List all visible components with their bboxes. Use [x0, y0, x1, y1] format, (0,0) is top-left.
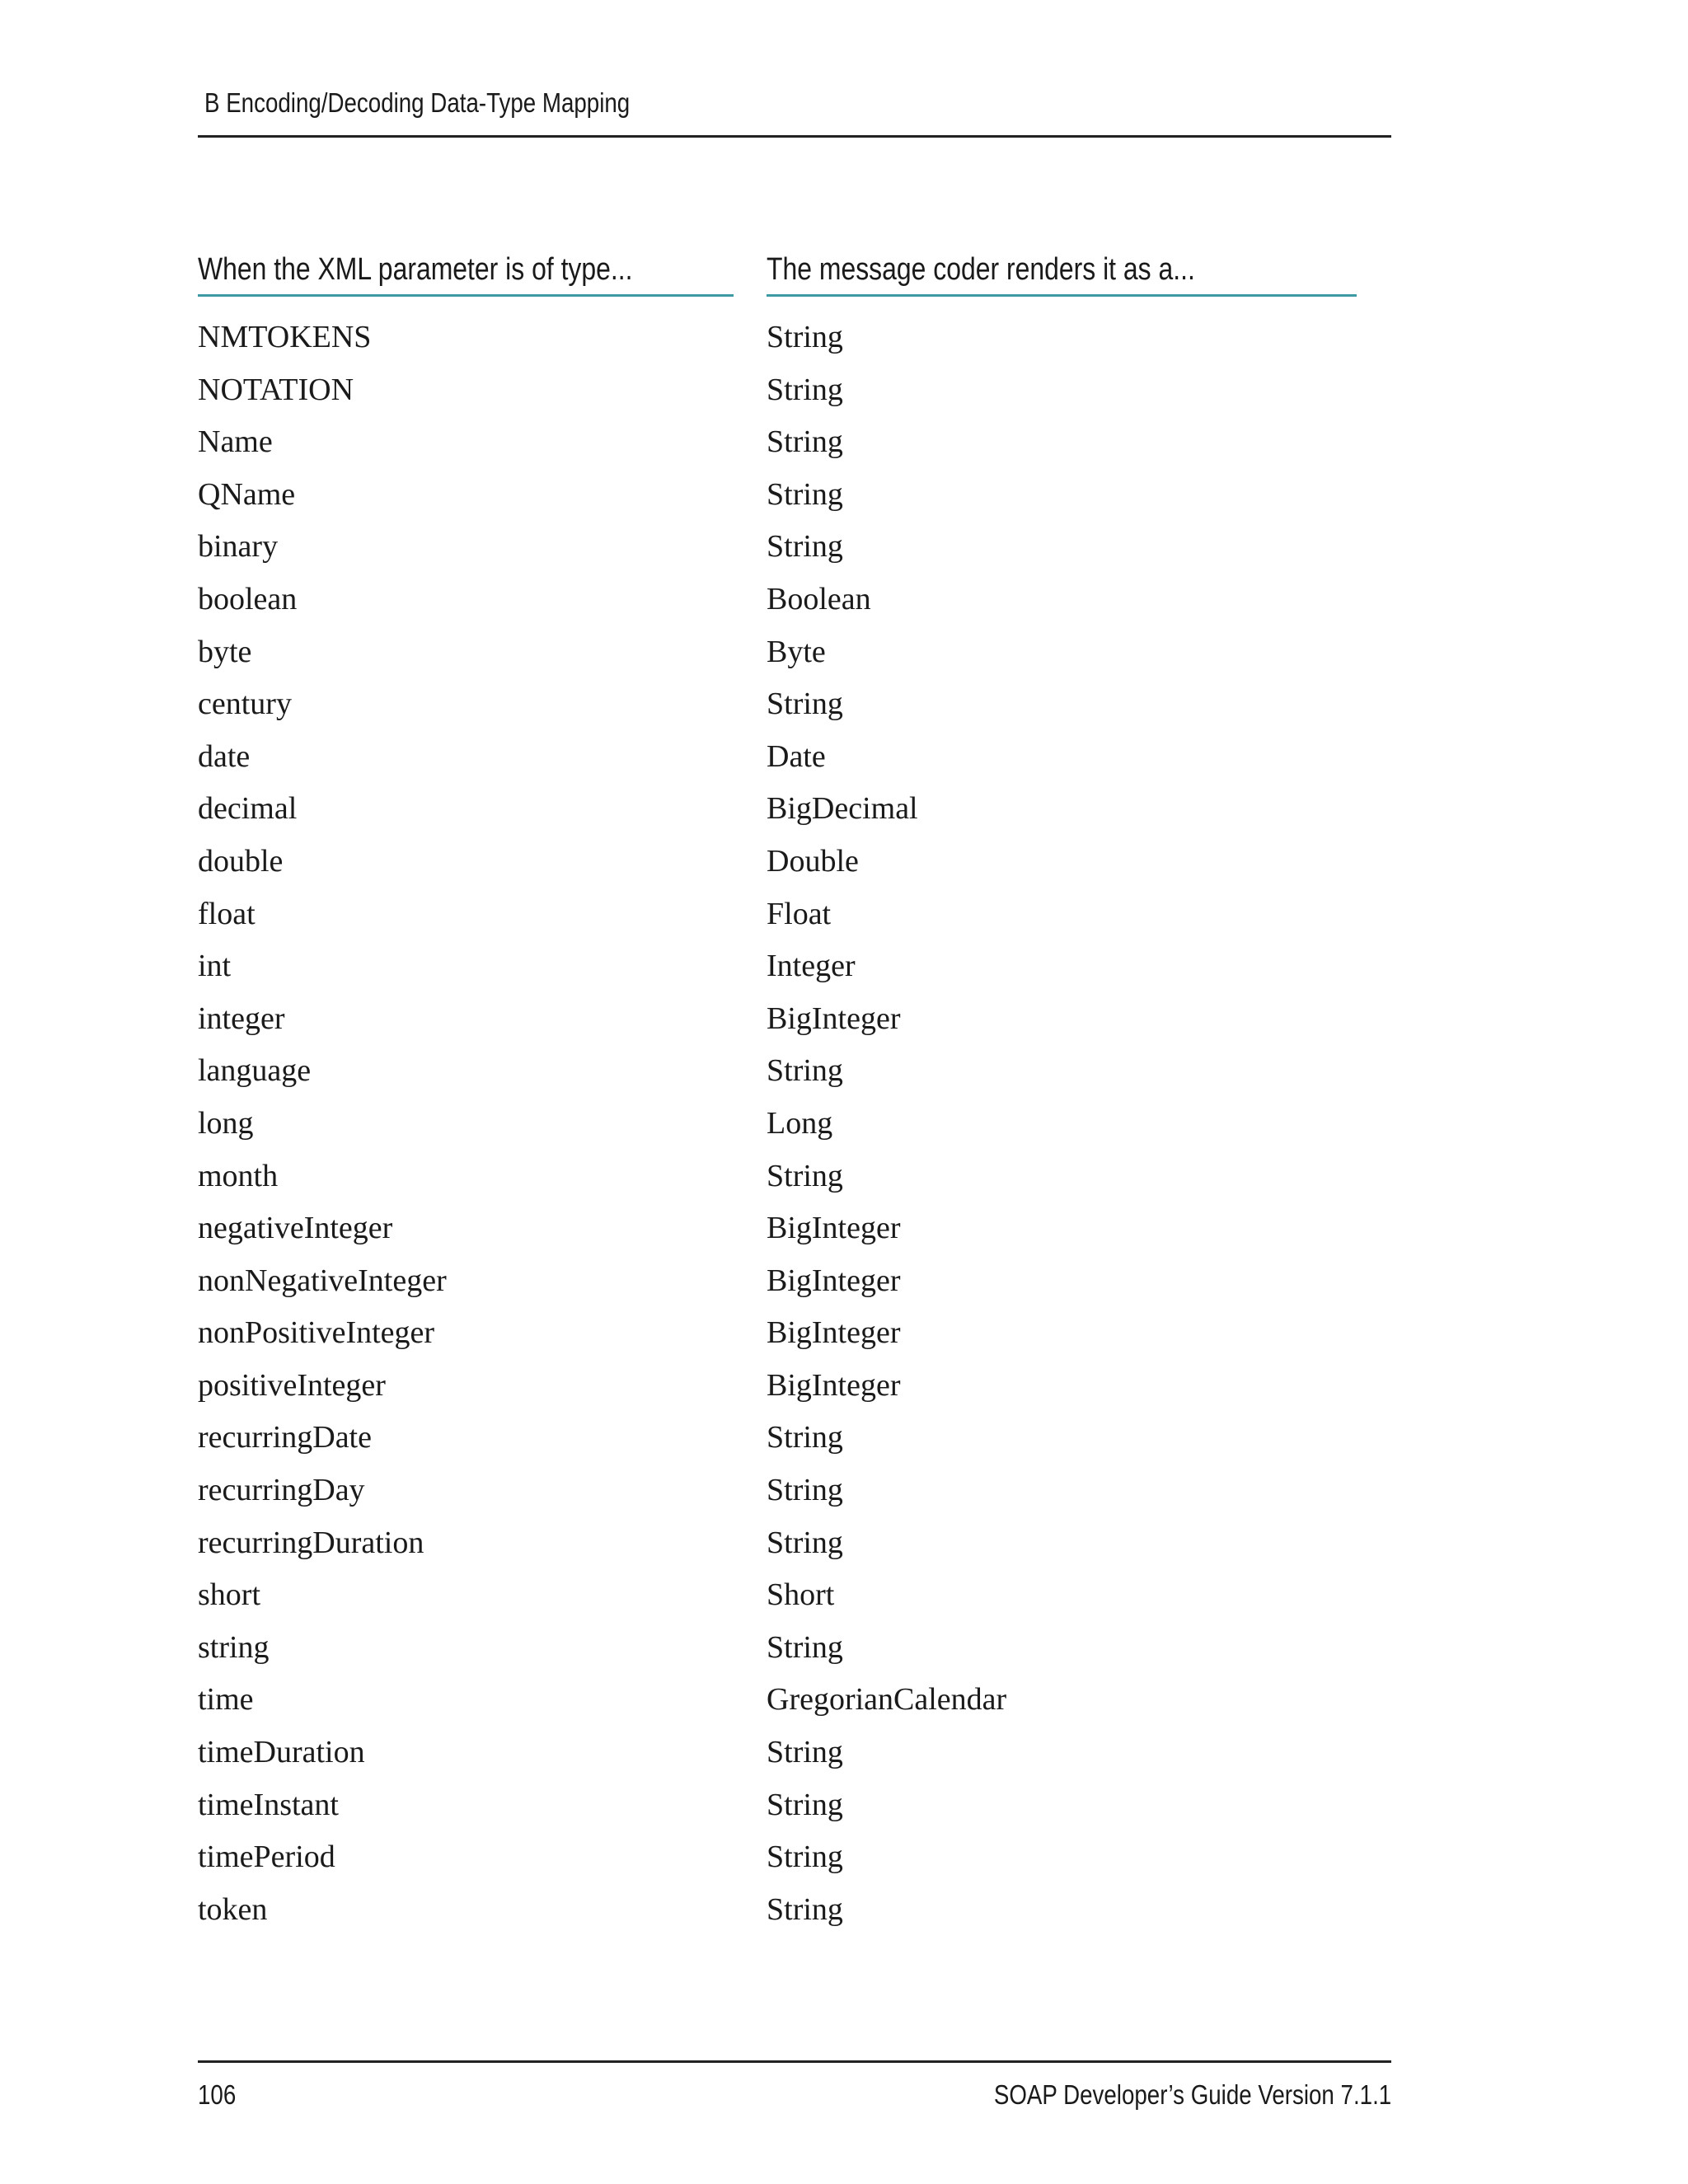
xml-type-cell: string [198, 1629, 270, 1665]
column-header-rendered-type: The message coder renders it as a... [767, 247, 1357, 297]
xml-type-cell: timePeriod [198, 1840, 335, 1875]
rendered-type-cell: Integer [767, 949, 856, 984]
rendered-type-cell: Byte [767, 634, 826, 669]
xml-type-cell: decimal [198, 791, 298, 827]
table-row [198, 1468, 1360, 1521]
xml-type-cell: QName [198, 476, 296, 512]
rendered-type-cell: Boolean [767, 581, 871, 616]
page-footer [198, 2060, 1391, 2110]
rendered-type-cell: Float [767, 896, 832, 931]
table-row [198, 1206, 1360, 1258]
table-row [198, 1887, 1360, 1940]
table-row [198, 996, 1360, 1049]
xml-type-cell: nonPositiveInteger [198, 1315, 435, 1351]
rendered-type-cell: String [767, 687, 843, 722]
rendered-type-cell: String [767, 1473, 843, 1508]
xml-type-cell: integer [198, 1001, 285, 1036]
table-header-row [198, 247, 1360, 297]
rendered-type-cell: String [767, 1629, 843, 1665]
xml-type-cell: NOTATION [198, 372, 354, 407]
xml-type-cell: timeDuration [198, 1735, 365, 1770]
page-number: 106 [198, 2079, 237, 2110]
xml-type-cell: byte [198, 634, 252, 669]
rendered-type-cell: BigInteger [767, 1367, 901, 1403]
table-row [198, 419, 1360, 472]
xml-type-cell: Name [198, 424, 273, 460]
table-row [198, 839, 1360, 892]
table-row [198, 1835, 1360, 1887]
table-row [198, 1048, 1360, 1101]
table-row [198, 1154, 1360, 1207]
table-row [198, 1730, 1360, 1783]
xml-type-cell: NMTOKENS [198, 320, 372, 354]
data-type-mapping-table [198, 247, 1360, 1939]
xml-type-cell: century [198, 687, 292, 722]
table-row [198, 892, 1360, 944]
table-row [198, 1310, 1360, 1363]
table-row [198, 1521, 1360, 1573]
xml-type-cell: recurringDuration [198, 1525, 424, 1560]
table-row [198, 1625, 1360, 1678]
table-row [198, 368, 1360, 420]
rendered-type-cell: String [767, 320, 843, 354]
rendered-type-cell: String [767, 1053, 843, 1089]
table-row [198, 1363, 1360, 1416]
rendered-type-cell: GregorianCalendar [767, 1682, 1007, 1718]
table-row [198, 1415, 1360, 1468]
table-row [198, 1677, 1360, 1730]
xml-type-cell: timeInstant [198, 1787, 339, 1822]
rendered-type-cell: String [767, 1840, 843, 1875]
rendered-type-cell: String [767, 1787, 843, 1822]
rendered-type-cell: BigInteger [767, 1315, 901, 1351]
rendered-type-cell: String [767, 1891, 843, 1927]
table-row [198, 1572, 1360, 1625]
rendered-type-cell: Long [767, 1105, 833, 1141]
rendered-type-cell: String [767, 1420, 843, 1455]
table-row [198, 1258, 1360, 1311]
rendered-type-cell: Date [767, 738, 826, 774]
rendered-type-cell: BigDecimal [767, 791, 918, 827]
rendered-type-cell: BigInteger [767, 1263, 901, 1298]
rendered-type-cell: String [767, 1158, 843, 1193]
rendered-type-cell: String [767, 1525, 843, 1560]
xml-type-cell: int [198, 949, 232, 984]
table-row [198, 1101, 1360, 1154]
running-header [198, 82, 1391, 138]
rendered-type-cell: String [767, 476, 843, 512]
table-row [198, 524, 1360, 577]
document-title: SOAP Developer’s Guide Version 7.1.1 [993, 2079, 1391, 2110]
table-row [198, 315, 1360, 368]
xml-type-cell: date [198, 738, 251, 774]
chapter-title: B Encoding/Decoding Data-Type Mapping [204, 87, 631, 118]
xml-type-cell: nonNegativeInteger [198, 1263, 447, 1298]
table-row [198, 630, 1360, 682]
xml-type-cell: language [198, 1053, 312, 1089]
rendered-type-cell: String [767, 1735, 843, 1770]
xml-type-cell: short [198, 1577, 260, 1613]
xml-type-cell: month [198, 1158, 279, 1193]
xml-type-cell: long [198, 1105, 254, 1141]
rendered-type-cell: Short [767, 1577, 835, 1613]
rendered-type-cell: String [767, 529, 843, 565]
table-row [198, 786, 1360, 839]
xml-type-cell: token [198, 1891, 268, 1927]
rendered-type-cell: String [767, 372, 843, 407]
table-row [198, 577, 1360, 630]
table-row [198, 682, 1360, 734]
column-header-xml-type: When the XML parameter is of type... [198, 247, 734, 297]
table-row [198, 734, 1360, 787]
xml-type-cell: binary [198, 529, 279, 565]
xml-type-cell: boolean [198, 581, 298, 616]
rendered-type-cell: Double [767, 843, 859, 879]
table-row [198, 1783, 1360, 1835]
xml-type-cell: recurringDate [198, 1420, 372, 1455]
rendered-type-cell: BigInteger [767, 1211, 901, 1246]
xml-type-cell: positiveInteger [198, 1367, 386, 1403]
table-row [198, 472, 1360, 525]
xml-type-cell: negativeInteger [198, 1211, 393, 1246]
xml-type-cell: double [198, 843, 284, 879]
xml-type-cell: time [198, 1682, 254, 1718]
table-row [198, 944, 1360, 996]
xml-type-cell: float [198, 896, 256, 931]
rendered-type-cell: BigInteger [767, 1001, 901, 1036]
table-body [198, 315, 1360, 1939]
rendered-type-cell: String [767, 424, 843, 460]
xml-type-cell: recurringDay [198, 1473, 365, 1508]
